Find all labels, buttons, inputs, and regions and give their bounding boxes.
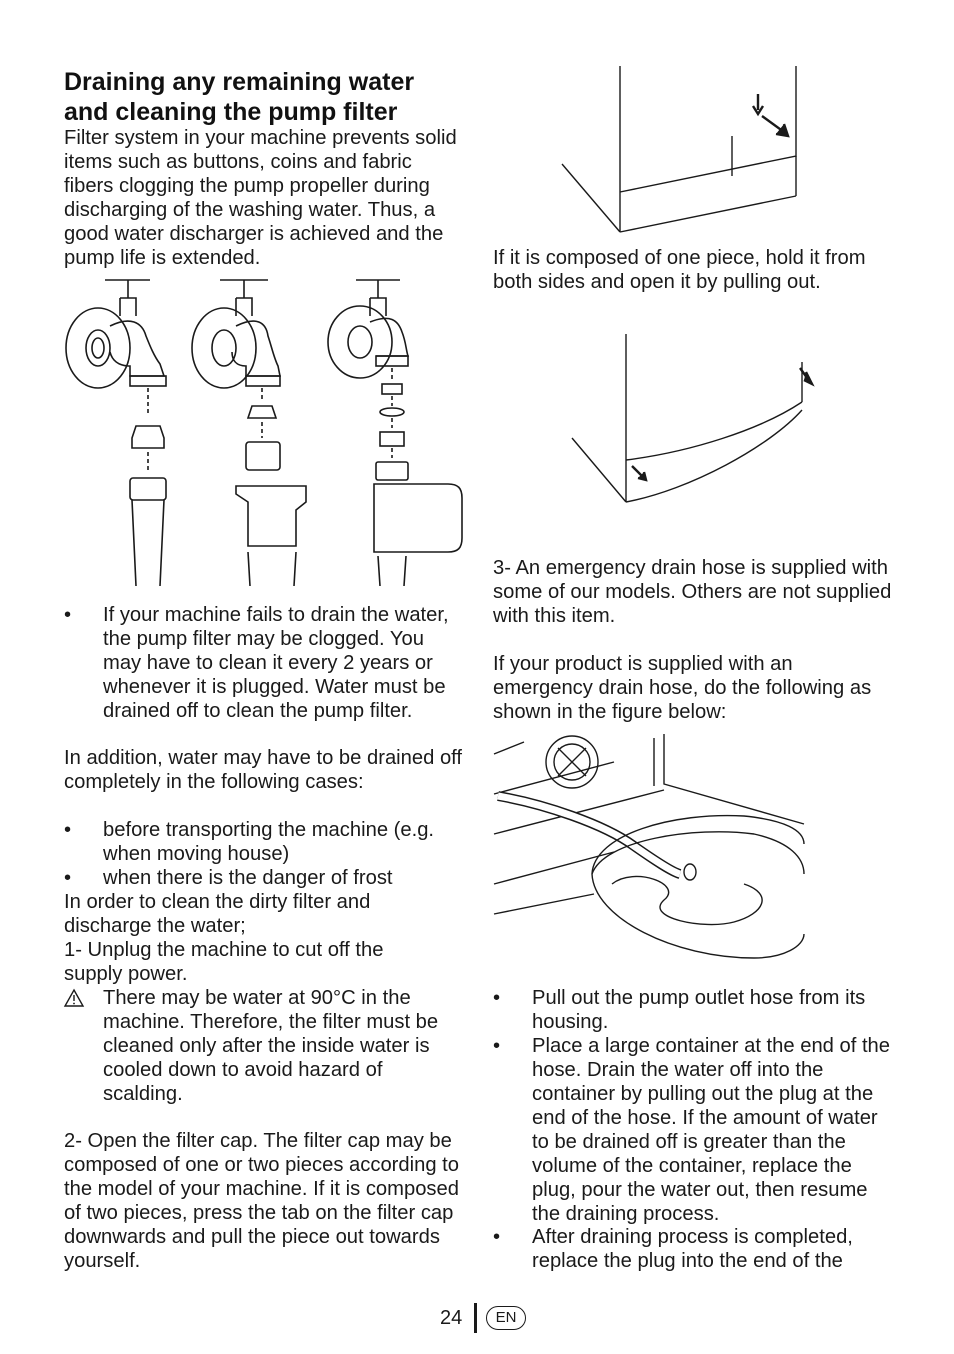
bullet-text: If your machine fails to drain the water, the pump filter may be clogged. You may have to clean it every 2 years or whenever it is plugged. Water must be drained off to clean the pump filter.	[103, 604, 449, 722]
warning-text: There may be water at 90°C in the machine. Therefore, the filter must be cleaned only after the inside water is cooled down to avoid hazard of scalding.	[103, 987, 439, 1105]
bullet-mark: •	[64, 867, 72, 889]
page-number: 24	[440, 1307, 463, 1329]
step-2: 2- Open the filter cap. The filter cap may be composed of one or two pieces according to the model of your machine. If it is composed of two pieces, press the tab on the filter cap downwards and pull the piece out towards yourself.	[64, 1130, 460, 1272]
if-supplied-paragraph: If your product is supplied with an emergency drain hose, do the following as shown in the figure below:	[493, 653, 872, 723]
bullet-mark: •	[64, 819, 72, 841]
list-item-case-2	[64, 866, 464, 890]
section-heading: Draining any remaining water and cleaning the pump filter	[64, 68, 415, 126]
list-item-drain-fail	[64, 603, 464, 747]
bullet-text: Pull out the pump outlet hose from its housing.	[532, 987, 866, 1033]
warning-note	[64, 986, 464, 1106]
bullet-text: when there is the danger of frost	[103, 867, 393, 889]
list-item-hose-2	[493, 1034, 893, 1226]
filter-cap-one-piece-illustration	[570, 334, 820, 506]
list-item-case-1	[64, 818, 464, 866]
filter-cap-two-piece-illustration	[560, 66, 800, 234]
step-3: 3- An emergency drain hose is supplied with some of our models. Others are not supplied with this item.	[493, 557, 892, 627]
bullet-mark: •	[64, 604, 72, 626]
language-badge: EN	[486, 1306, 526, 1330]
addition-paragraph: In addition, water may have to be drained off completely in the following cases:	[64, 747, 463, 793]
bullet-mark: •	[493, 1226, 501, 1248]
footer-divider	[474, 1303, 477, 1333]
bullet-text: Place a large container at the end of the hose. Drain the water off into the container by pulling out the plug at the end of the hose. If the amount of water to be drained off is greater than the volume of the container, replace the plug, pour the water out, then resume the draining process.	[532, 1035, 891, 1225]
intro-paragraph: Filter system in your machine prevents solid items such as buttons, coins and fabric fibers clogging the pump propeller during discharging of the washing water. Thus, a good water discharger is achieved and the pump life is extended.	[64, 127, 457, 269]
list-item-hose-3	[493, 1225, 893, 1273]
tap-connection-illustration	[60, 276, 470, 592]
order-paragraph: In order to clean the dirty filter and discharge the water;	[64, 891, 371, 937]
one-piece-paragraph: If it is composed of one piece, hold it from both sides and open it by pulling out.	[493, 247, 866, 293]
list-item-hose-1	[493, 986, 893, 1034]
warning-triangle-icon	[64, 989, 84, 1007]
emergency-drain-hose-illustration	[494, 734, 804, 960]
bullet-mark: •	[493, 1035, 501, 1057]
bullet-mark: •	[493, 987, 501, 1009]
step-1: 1- Unplug the machine to cut off the supply power.	[64, 939, 384, 985]
bullet-text: before transporting the machine (e.g. when moving house)	[103, 819, 435, 865]
bullet-text: After draining process is completed, replace the plug into the end of the	[532, 1226, 853, 1272]
